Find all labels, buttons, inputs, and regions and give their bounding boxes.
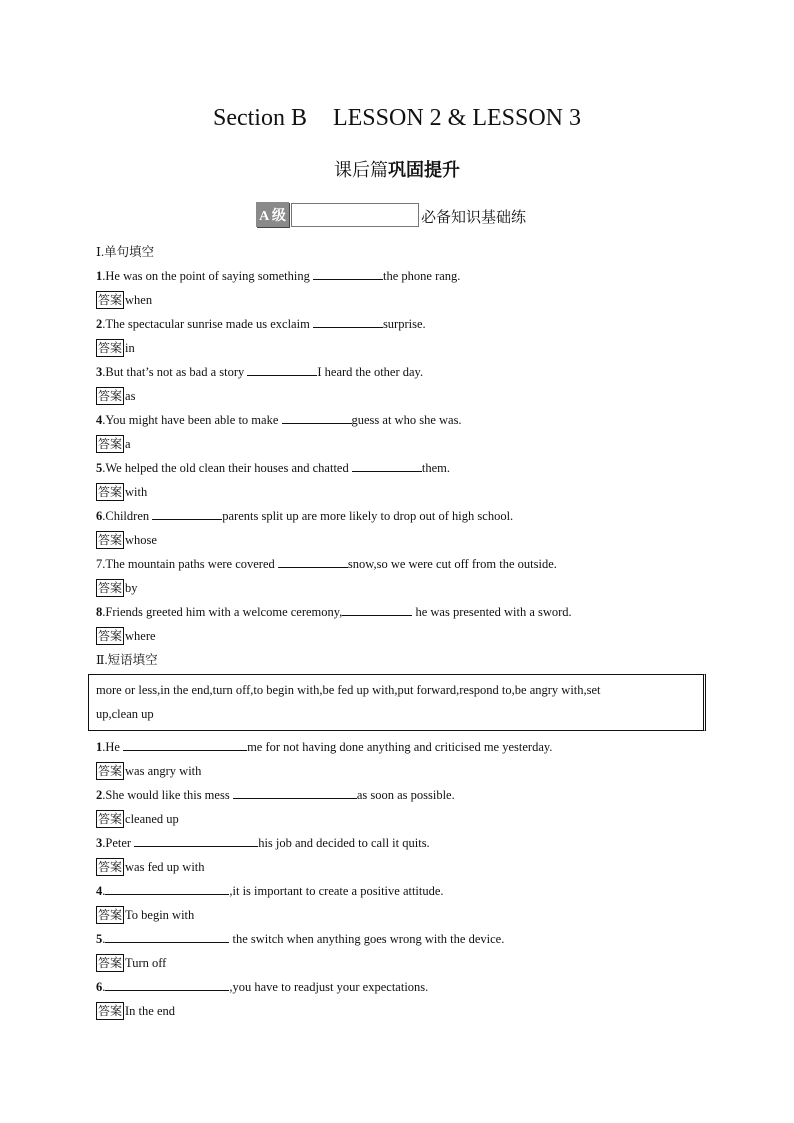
question-text: .You might have been able to make	[102, 413, 282, 427]
answer-text: with	[125, 485, 148, 499]
question-2-2	[96, 783, 708, 807]
answer-text: cleaned up	[125, 812, 179, 826]
answer-2-6	[96, 999, 708, 1023]
question-number: 7	[96, 557, 103, 571]
phrase-bank-line-1: more or less,in the end,turn off,to begin with,be fed up with,put forward,respond to,be angry with,set	[96, 683, 601, 697]
subtitle-bold: 巩固提升	[388, 160, 460, 180]
question-text: surprise.	[382, 317, 426, 331]
question-text: his job and decided to call it quits.	[258, 836, 430, 850]
question-2-1	[96, 735, 708, 759]
answer-1-5	[96, 480, 708, 504]
question-2-3	[96, 831, 708, 855]
answer-2-5	[96, 951, 708, 975]
question-text: .Peter	[102, 836, 135, 850]
answer-label: 答案	[98, 389, 123, 403]
question-text: .We helped the old clean their houses and chatted	[102, 461, 352, 475]
answer-blank	[123, 737, 247, 751]
question-text: parents split up are more likely to drop out of high school.	[222, 509, 514, 523]
answer-1-7	[96, 576, 708, 600]
question-text: them.	[421, 461, 450, 475]
answer-text: in	[125, 341, 135, 355]
answer-blank	[247, 362, 317, 376]
question-number: 3	[96, 365, 103, 379]
answer-1-4	[96, 432, 708, 456]
answer-text: To begin with	[125, 908, 195, 922]
subtitle-normal: 课后篇	[334, 160, 388, 180]
question-text: .Friends greeted him with a welcome ceremony,	[102, 605, 343, 619]
answer-label: 答案	[98, 956, 123, 970]
answer-blank	[313, 266, 383, 280]
question-2-4	[96, 879, 708, 903]
answer-2-4	[96, 903, 708, 927]
answer-blank	[152, 506, 222, 520]
answer-label: 答案	[98, 437, 123, 451]
title-lessons: LESSON 2 & LESSON 3	[332, 105, 582, 131]
question-text: .	[102, 884, 106, 898]
question-text: .The mountain paths were covered	[102, 557, 278, 571]
phrase-bank-line-2: up,clean up	[96, 707, 154, 721]
question-number: 5	[96, 461, 103, 475]
level-header	[256, 201, 526, 227]
question-text: .	[102, 980, 106, 994]
question-text: the switch when anything goes wrong with the device.	[229, 932, 505, 946]
question-number: 8	[96, 605, 103, 619]
answer-2-1	[96, 759, 708, 783]
answer-label: 答案	[98, 581, 123, 595]
question-text: .Children	[102, 509, 153, 523]
answer-label: 答案	[98, 629, 123, 643]
title-section: Section B	[212, 105, 307, 131]
answer-label: 答案	[98, 485, 123, 499]
question-number: 2	[96, 788, 103, 802]
answer-text: whose	[125, 533, 157, 547]
answer-1-1	[96, 288, 708, 312]
question-1-3	[96, 360, 708, 384]
question-number: 4	[96, 884, 103, 898]
question-number: 1	[96, 269, 103, 283]
question-text: he was presented with a sword.	[412, 605, 572, 619]
question-text: .She would like this mess	[102, 788, 233, 802]
answer-blank	[134, 833, 258, 847]
answer-label: 答案	[98, 533, 123, 547]
answer-text: was fed up with	[125, 860, 205, 874]
question-text: as soon as possible.	[356, 788, 455, 802]
answer-text: when	[125, 293, 153, 307]
answer-blank	[105, 881, 229, 895]
question-text: .He	[102, 740, 124, 754]
question-1-5	[96, 456, 708, 480]
question-text: ,it is important to create a positive attitude.	[229, 884, 444, 898]
question-text: the phone rang.	[383, 269, 461, 283]
answer-text: where	[125, 629, 156, 643]
answer-label: 答案	[98, 812, 123, 826]
question-text: me for not having done anything and criticised me yesterday.	[247, 740, 553, 754]
answer-blank	[313, 314, 383, 328]
question-number: 3	[96, 836, 103, 850]
question-1-6	[96, 504, 708, 528]
question-number: 6	[96, 980, 103, 994]
answer-label: 答案	[98, 293, 123, 307]
worksheet-content	[96, 240, 708, 1023]
answer-blank	[278, 554, 348, 568]
answer-label: 答案	[98, 1004, 123, 1018]
answer-blank	[342, 602, 412, 616]
question-text: I heard the other day.	[317, 365, 424, 379]
answer-label: 答案	[98, 860, 123, 874]
page-title	[0, 105, 794, 132]
answer-label: 答案	[98, 908, 123, 922]
answer-1-6	[96, 528, 708, 552]
answer-blank	[352, 458, 422, 472]
level-blank-box	[291, 203, 419, 227]
question-text: guess at who she was.	[351, 413, 462, 427]
question-number: 5	[96, 932, 103, 946]
section2-heading: Ⅱ.短语填空	[96, 653, 158, 667]
answer-text: a	[125, 437, 131, 451]
answer-text: In the end	[125, 1004, 175, 1018]
answer-text: as	[125, 389, 136, 403]
question-1-7	[96, 552, 708, 576]
answer-text: by	[125, 581, 138, 595]
answer-label: 答案	[98, 764, 123, 778]
question-text: ,you have to readjust your expectations.	[229, 980, 429, 994]
question-1-2	[96, 312, 708, 336]
question-1-8	[96, 600, 708, 624]
answer-blank	[105, 929, 229, 943]
question-text: snow,so we were cut off from the outside.	[347, 557, 557, 571]
level-badge: A 级	[256, 202, 289, 227]
answer-blank	[282, 410, 352, 424]
question-number: 4	[96, 413, 103, 427]
answer-2-3	[96, 855, 708, 879]
answer-1-3	[96, 384, 708, 408]
question-1-1	[96, 264, 708, 288]
answer-2-2	[96, 807, 708, 831]
question-text: .The spectacular sunrise made us exclaim	[102, 317, 313, 331]
answer-1-2	[96, 336, 708, 360]
question-2-6	[96, 975, 708, 999]
answer-blank	[105, 977, 229, 991]
question-number: 6	[96, 509, 103, 523]
question-2-5	[96, 927, 708, 951]
question-1-4	[96, 408, 708, 432]
question-number: 1	[96, 740, 103, 754]
answer-text: Turn off	[125, 956, 167, 970]
answer-text: was angry with	[125, 764, 202, 778]
level-label: 必备知识基础练	[421, 210, 527, 226]
question-number: 2	[96, 317, 103, 331]
question-text: .	[102, 932, 106, 946]
phrase-bank	[88, 674, 706, 731]
question-text: .But that’s not as bad a story	[102, 365, 248, 379]
page-subtitle	[0, 156, 794, 182]
section1-heading: Ⅰ.单句填空	[96, 245, 155, 259]
answer-1-8	[96, 624, 708, 648]
answer-blank	[233, 785, 357, 799]
question-text: .He was on the point of saying something	[102, 269, 313, 283]
answer-label: 答案	[98, 341, 123, 355]
